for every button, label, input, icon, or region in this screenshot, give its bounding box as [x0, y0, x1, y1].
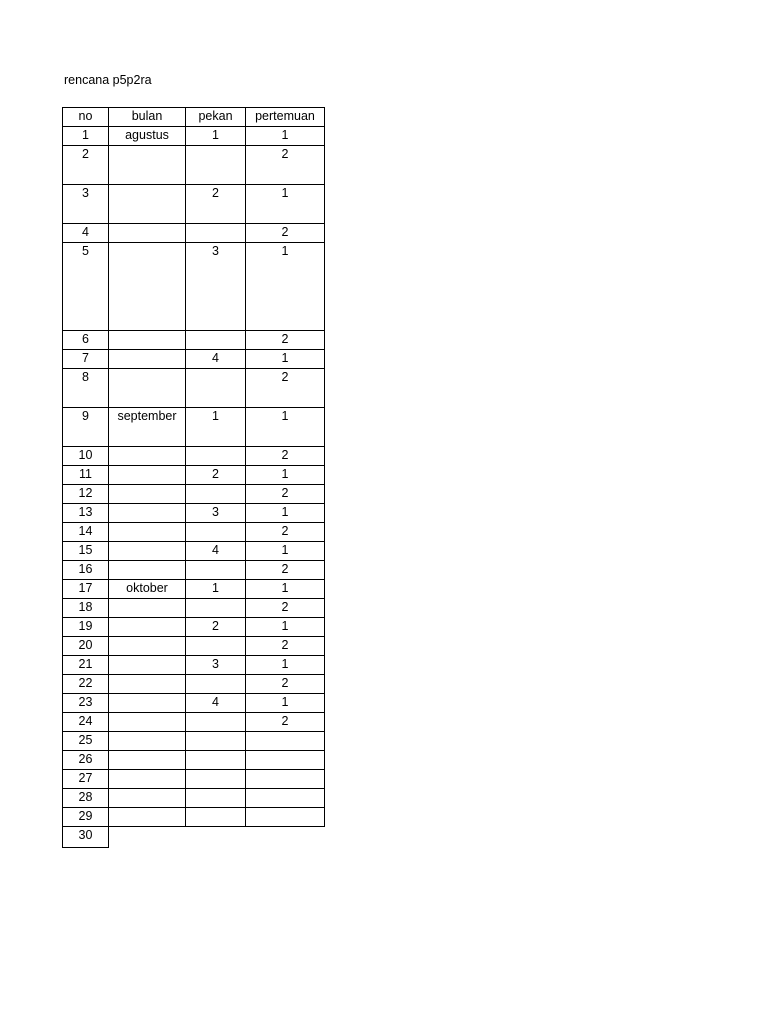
cell-pekan[interactable]: 4 [186, 350, 246, 369]
table-row [63, 637, 325, 656]
cell-bulan[interactable] [109, 224, 186, 243]
cell-pertemuan[interactable]: 2 [246, 713, 325, 732]
cell-pertemuan[interactable]: 2 [246, 637, 325, 656]
cell-pertemuan[interactable]: 2 [246, 561, 325, 580]
cell-no[interactable]: 24 [63, 713, 109, 732]
cell-pertemuan[interactable]: 1 [246, 542, 325, 561]
table-row [63, 542, 325, 561]
cell-pertemuan[interactable]: 2 [246, 523, 325, 542]
cell-bulan[interactable] [109, 770, 186, 789]
table-row [63, 185, 325, 224]
cell-no[interactable]: 12 [63, 485, 109, 504]
cell-pertemuan[interactable] [246, 770, 325, 789]
cell-pekan[interactable] [186, 732, 246, 751]
cell-bulan[interactable] [109, 485, 186, 504]
table-row [63, 127, 325, 146]
table-row [63, 713, 325, 732]
cell-pekan[interactable] [186, 485, 246, 504]
cell-no[interactable]: 11 [63, 466, 109, 485]
cell-pertemuan[interactable]: 1 [246, 185, 325, 224]
cell-bulan[interactable] [109, 447, 186, 466]
table-row [63, 789, 325, 808]
cell-no[interactable]: 15 [63, 542, 109, 561]
cell-pertemuan[interactable]: 1 [246, 580, 325, 599]
table-row [63, 350, 325, 369]
cell-bulan[interactable] [109, 656, 186, 675]
cell-pertemuan[interactable]: 1 [246, 504, 325, 523]
table-row [63, 770, 325, 789]
table-row [63, 331, 325, 350]
cell-bulan[interactable] [109, 350, 186, 369]
cell-pekan[interactable]: 3 [186, 243, 246, 331]
cell-bulan[interactable] [109, 808, 186, 827]
table-row [63, 694, 325, 713]
table-row [63, 408, 325, 447]
cell-no[interactable]: 28 [63, 789, 109, 808]
cell-no[interactable]: 14 [63, 523, 109, 542]
cell-pekan[interactable]: 1 [186, 580, 246, 599]
table-header-row [63, 108, 325, 127]
cell-pekan[interactable]: 4 [186, 542, 246, 561]
cell-no[interactable]: 19 [63, 618, 109, 637]
cell-pekan[interactable]: 1 [186, 127, 246, 146]
cell-pekan[interactable] [186, 675, 246, 694]
table-row [63, 369, 325, 408]
cell-no[interactable]: 3 [63, 185, 109, 224]
cell-pertemuan[interactable]: 1 [246, 408, 325, 447]
table-row [63, 675, 325, 694]
cell-pekan[interactable] [186, 637, 246, 656]
cell-bulan[interactable] [109, 369, 186, 408]
header-pekan[interactable]: pekan [186, 108, 246, 127]
cell-pekan[interactable]: 2 [186, 618, 246, 637]
document-title: rencana p5p2ra [64, 73, 152, 87]
cell-no[interactable]: 17 [63, 580, 109, 599]
cell-no[interactable]: 4 [63, 224, 109, 243]
cell-bulan[interactable] [109, 466, 186, 485]
empty-cell [109, 827, 186, 848]
cell-pekan[interactable] [186, 146, 246, 185]
table-row [63, 618, 325, 637]
cell-bulan[interactable] [109, 185, 186, 224]
cell-pekan[interactable] [186, 561, 246, 580]
cell-no[interactable]: 10 [63, 447, 109, 466]
cell-no[interactable]: 13 [63, 504, 109, 523]
cell-pekan[interactable]: 1 [186, 408, 246, 447]
empty-cell [186, 827, 246, 848]
cell-no[interactable]: 22 [63, 675, 109, 694]
plan-table [62, 107, 325, 848]
cell-no[interactable]: 9 [63, 408, 109, 447]
empty-cell [246, 827, 325, 848]
cell-pekan[interactable]: 2 [186, 185, 246, 224]
cell-pertemuan[interactable] [246, 808, 325, 827]
cell-no[interactable]: 25 [63, 732, 109, 751]
table-row [63, 485, 325, 504]
cell-no[interactable]: 21 [63, 656, 109, 675]
cell-pekan[interactable] [186, 770, 246, 789]
cell-pertemuan[interactable]: 2 [246, 224, 325, 243]
header-pertemuan[interactable]: pertemuan [246, 108, 325, 127]
table-row [63, 580, 325, 599]
table-row [63, 732, 325, 751]
cell-pekan[interactable] [186, 808, 246, 827]
cell-bulan[interactable] [109, 713, 186, 732]
cell-bulan[interactable] [109, 243, 186, 331]
table-row [63, 561, 325, 580]
cell-bulan[interactable] [109, 599, 186, 618]
cell-bulan[interactable] [109, 561, 186, 580]
cell-no[interactable]: 8 [63, 369, 109, 408]
cell-pertemuan[interactable]: 1 [246, 127, 325, 146]
cell-bulan[interactable] [109, 331, 186, 350]
cell-no[interactable]: 2 [63, 146, 109, 185]
cell-no[interactable]: 27 [63, 770, 109, 789]
header-bulan[interactable]: bulan [109, 108, 186, 127]
cell-bulan[interactable] [109, 146, 186, 185]
cell-bulan[interactable] [109, 675, 186, 694]
cell-no[interactable]: 5 [63, 243, 109, 331]
cell-pertemuan[interactable] [246, 789, 325, 808]
table-row [63, 656, 325, 675]
cell-bulan[interactable] [109, 637, 186, 656]
cell-pekan[interactable] [186, 751, 246, 770]
cell-pertemuan[interactable]: 1 [246, 618, 325, 637]
cell-pertemuan[interactable]: 2 [246, 485, 325, 504]
table-body [63, 127, 325, 848]
cell-no[interactable]: 23 [63, 694, 109, 713]
cell-no[interactable]: 16 [63, 561, 109, 580]
cell-pekan[interactable] [186, 713, 246, 732]
cell-pertemuan[interactable]: 1 [246, 466, 325, 485]
cell-pertemuan[interactable]: 2 [246, 146, 325, 185]
cell-no[interactable]: 26 [63, 751, 109, 770]
table-row [63, 224, 325, 243]
cell-pekan[interactable] [186, 331, 246, 350]
table-row [63, 504, 325, 523]
cell-pekan[interactable] [186, 369, 246, 408]
table-row [63, 466, 325, 485]
cell-pekan[interactable] [186, 599, 246, 618]
cell-pekan[interactable]: 3 [186, 504, 246, 523]
table-row [63, 751, 325, 770]
cell-bulan[interactable]: agustus [109, 127, 186, 146]
header-no[interactable]: no [63, 108, 109, 127]
cell-pertemuan[interactable]: 2 [246, 369, 325, 408]
cell-pertemuan[interactable] [246, 751, 325, 770]
cell-no[interactable]: 20 [63, 637, 109, 656]
cell-pertemuan[interactable]: 2 [246, 331, 325, 350]
cell-pekan[interactable]: 4 [186, 694, 246, 713]
cell-bulan[interactable] [109, 523, 186, 542]
cell-bulan[interactable] [109, 732, 186, 751]
cell-pertemuan[interactable]: 2 [246, 675, 325, 694]
cell-pertemuan[interactable]: 1 [246, 656, 325, 675]
cell-pertemuan[interactable]: 2 [246, 599, 325, 618]
cell-bulan[interactable] [109, 542, 186, 561]
cell-pertemuan[interactable]: 1 [246, 694, 325, 713]
cell-bulan[interactable] [109, 694, 186, 713]
cell-pertemuan[interactable] [246, 732, 325, 751]
cell-no[interactable]: 18 [63, 599, 109, 618]
cell-no[interactable]: 6 [63, 331, 109, 350]
cell-no[interactable]: 7 [63, 350, 109, 369]
cell-pertemuan[interactable]: 1 [246, 350, 325, 369]
cell-bulan[interactable]: september [109, 408, 186, 447]
cell-pekan[interactable] [186, 789, 246, 808]
cell-pekan[interactable] [186, 224, 246, 243]
table-row [63, 146, 325, 185]
cell-pekan[interactable]: 3 [186, 656, 246, 675]
table-row [63, 827, 325, 848]
cell-bulan[interactable] [109, 789, 186, 808]
table-row [63, 523, 325, 542]
cell-pekan[interactable]: 2 [186, 466, 246, 485]
cell-pertemuan[interactable]: 1 [246, 243, 325, 331]
cell-bulan[interactable] [109, 504, 186, 523]
table-row [63, 599, 325, 618]
cell-pekan[interactable] [186, 523, 246, 542]
cell-bulan[interactable] [109, 751, 186, 770]
cell-pekan[interactable] [186, 447, 246, 466]
table-row [63, 447, 325, 466]
cell-pertemuan[interactable]: 2 [246, 447, 325, 466]
cell-bulan[interactable]: oktober [109, 580, 186, 599]
cell-no[interactable]: 1 [63, 127, 109, 146]
table-row [63, 243, 325, 331]
cell-no[interactable]: 30 [63, 827, 109, 848]
table-row [63, 808, 325, 827]
cell-no[interactable]: 29 [63, 808, 109, 827]
cell-bulan[interactable] [109, 618, 186, 637]
